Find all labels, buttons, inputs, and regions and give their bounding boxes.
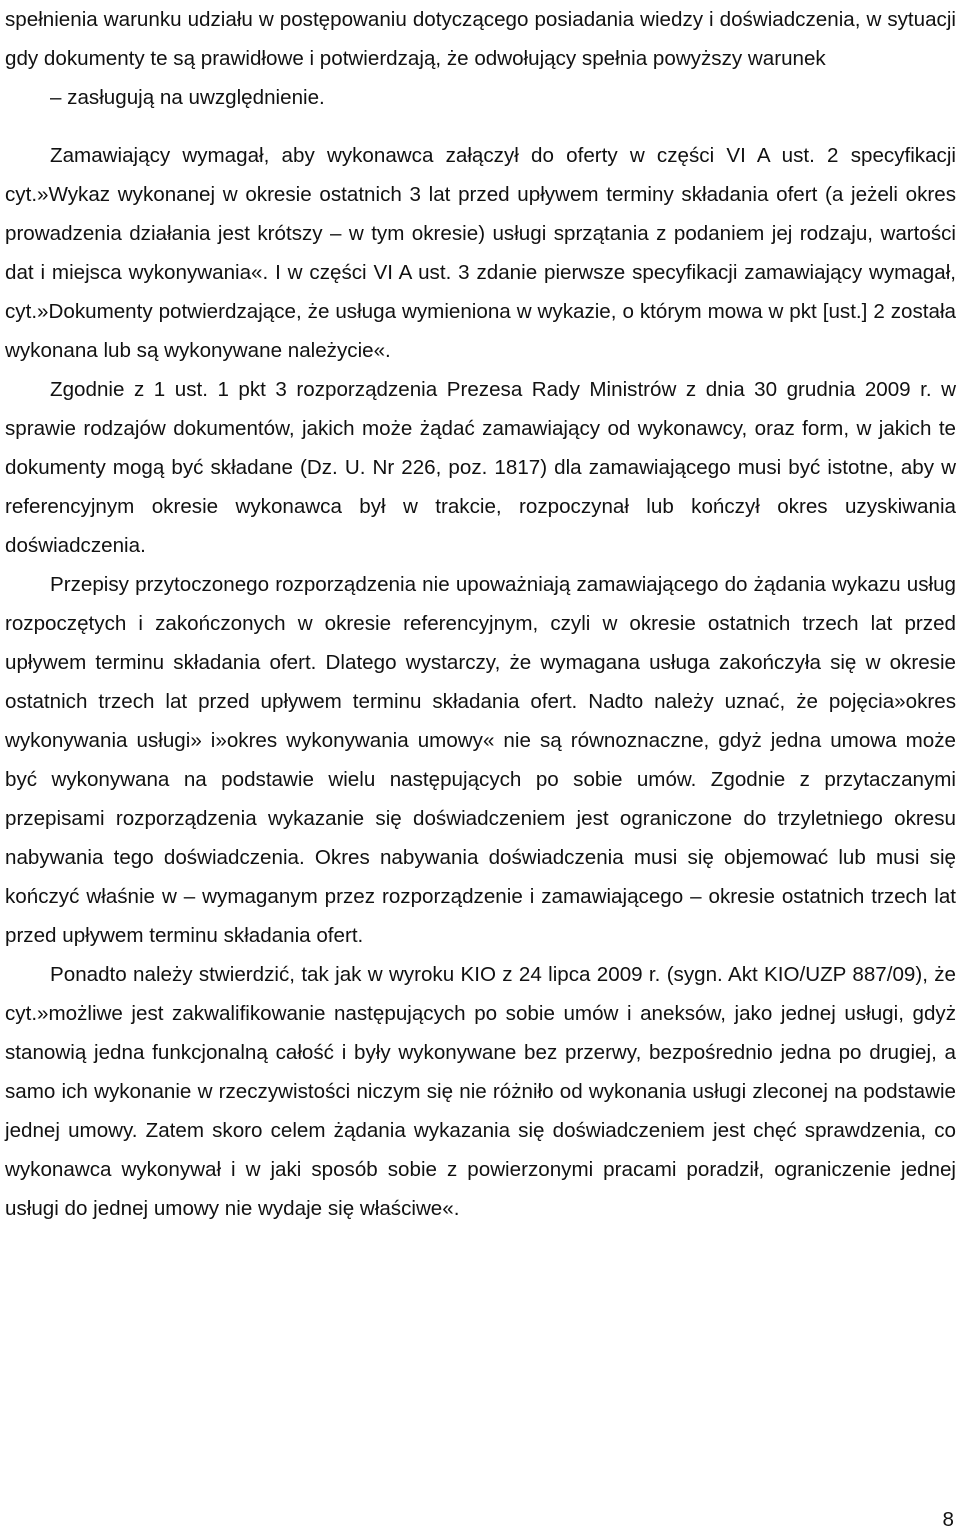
paragraph: Przepisy przytoczonego rozporządzenia nie upoważniają zamawiającego do żądania wykazu usług rozpoczętych i zakończonych w okresie referencyjnym, czyli w okresie ostatnich trzech lat przed upływem terminu składania ofert. Dlatego wystarczy, że wymagana usługa zakończyła się w okresie ostatnich trzech lat przed upływem terminu składania ofert. Nadto należy uznać, że pojęcia»okres wykonywania usługi» i»okres wykonywania umowy« nie są równoznaczne, gdyż jedna umowa może być wykonywana na podstawie wielu następujących po sobie umów. Zgodnie z przytaczanymi przepisami rozporządzenia wykazanie się doświadczeniem jest ograniczone do trzyletniego okresu nabywania tego doświadczenia. Okres nabywania doświadczenia musi się objemować lub musi się kończyć właśnie w – wymaganym przez rozporządzenie i zamawiającego – okresie ostatnich trzech lat przed upływem terminu składania ofert. xyxy=(5,573,956,947)
paragraph-continuation: spełnienia warunku udziału w postępowaniu dotyczącego posiadania wiedzy i doświadczenia, w sytuacji gdy dokumenty te są prawidłowe i potwierdzają, że odwołujący spełnia powyższy warunek xyxy=(5,8,956,70)
paragraph-gap xyxy=(5,117,956,136)
paragraph-continuation-end: – zasługują na uwzględnienie. xyxy=(50,86,325,109)
paragraph: Zgodnie z 1 ust. 1 pkt 3 rozporządzenia Prezesa Rady Ministrów z dnia 30 grudnia 2009 r. w sprawie rodzajów dokumentów, jakich może żądać zamawiający od wykonawcy, oraz form, w jakich te dokumenty mogą być składane (Dz. U. Nr 226, poz. 1817) dla zamawiającego musi być istotne, aby w referencyjnym okresie wykonawca był w trakcie, rozpoczynał lub kończył okres uzyskiwania doświadczenia. xyxy=(5,378,956,557)
paragraph: Ponadto należy stwierdzić, tak jak w wyroku KIO z 24 lipca 2009 r. (sygn. Akt KIO/UZP 887/09), że cyt.»możliwe jest zakwalifikowanie następujących po sobie umów i aneksów, jako jednej usługi, gdyż stanowią jedna funkcjonalną całość i były wykonywane bez przerwy, bezpośrednio jedna po drugiej, a samo ich wykonanie w rzeczywistości niczym się nie różniło od wykonania usługi zleconej na podstawie jednej umowy. Zatem skoro celem żądania wykazania się doświadczeniem jest chęć sprawdzenia, co wykonawca wykonywał i w jaki sposób sobie z powierzonymi pracami poradził, ograniczenie jednej usługi do jednej umowy nie wydaje się właściwe«. xyxy=(5,963,956,1220)
document-page xyxy=(5,0,956,1228)
page-number: 8 xyxy=(942,1508,954,1531)
paragraph: Zamawiający wymagał, aby wykonawca załączył do oferty w części VI A ust. 2 specyfikacji cyt.»Wykaz wykonanej w okresie ostatnich 3 lat przed upływem terminy składania ofert (a jeżeli okres prowadzenia działania jest krótszy – w tym okresie) usługi sprzątania z podaniem jej rodzaju, wartości dat i miejsca wykonywania«. I w części VI A ust. 3 zdanie pierwsze specyfikacji zamawiający wymagał, cyt.»Dokumenty potwierdzające, że usługa wymieniona w wykazie, o którym mowa w pkt [ust.] 2 została wykonana lub są wykonywane należycie«. xyxy=(5,144,956,362)
